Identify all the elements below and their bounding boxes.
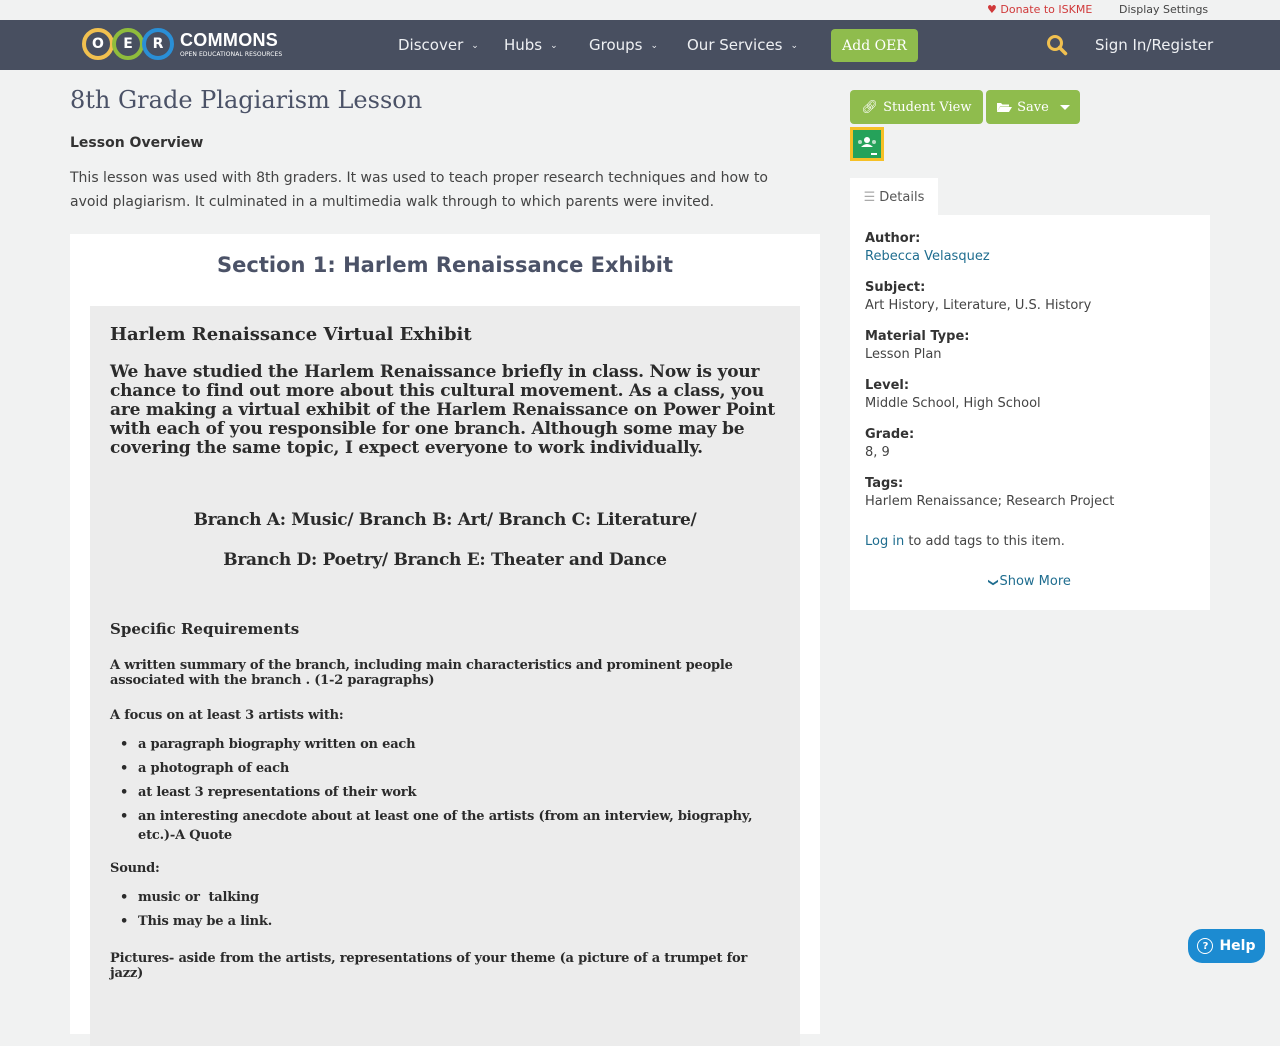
list-item: • at least 3 representations of their work	[138, 783, 780, 802]
question-icon: ?	[1197, 938, 1213, 954]
nav-discover[interactable]: Discover ⌄	[398, 36, 479, 54]
help-button[interactable]: ? Help	[1188, 929, 1265, 963]
material-type-label: Material Type:	[865, 329, 970, 344]
logo-e-icon: E	[112, 28, 144, 60]
pictures-text: Pictures- aside from the artists, representations of your theme (a picture of a trumpet for jazz)	[110, 951, 748, 981]
heart-icon: ♥	[987, 3, 997, 16]
subject-label: Subject:	[865, 280, 926, 295]
login-to-tag: Log in to add tags to this item.	[865, 534, 1065, 549]
site-header	[0, 20, 1280, 70]
sign-in-register-link[interactable]: Sign In/Register	[1095, 36, 1214, 54]
google-classroom-share-button[interactable]	[850, 127, 884, 161]
utility-bar	[0, 0, 1280, 20]
list-item: • music or talking	[138, 888, 780, 907]
content-intro: We have studied the Harlem Renaissance briefly in class. Now is your chance to find out more about this cultural movement. As a class, you are making a virtual exhibit of the Harlem Renaissance on Power Point with each of you responsible for one branch. Although some may be covering the same topic, I expect everyone to work individually.	[110, 362, 776, 458]
tab-details[interactable]: ☰ Details	[850, 178, 938, 216]
chevron-down-icon: ❯	[987, 578, 999, 587]
branches-line-2: Branch D: Poetry/ Branch E: Theater and Dance	[223, 550, 667, 570]
logo-o-icon: O	[82, 28, 114, 60]
student-view-button[interactable]: 🔗︎ Student View	[850, 90, 983, 124]
search-icon[interactable]	[1046, 34, 1068, 56]
page-title: 8th Grade Plagiarism Lesson	[70, 86, 423, 114]
log-in-link[interactable]: Log in	[865, 534, 905, 549]
nav-groups[interactable]: Groups ⌄	[589, 36, 659, 54]
tags-label: Tags:	[865, 476, 904, 491]
logo-wordmark: COMMONS OPEN EDUCATIONAL RESOURCES	[180, 29, 283, 58]
lesson-overview-label: Lesson Overview	[70, 135, 204, 151]
nav-our-services[interactable]: Our Services ⌄	[687, 36, 799, 54]
add-oer-button[interactable]: Add OER	[831, 29, 918, 62]
chevron-down-icon: ⌄	[550, 41, 558, 51]
subject-value: Art History, Literature, U.S. History	[865, 298, 1092, 313]
author-link[interactable]: Rebecca Velasquez	[865, 249, 990, 264]
save-button[interactable]: Save	[986, 90, 1080, 124]
list-item: • This may be a link.	[138, 912, 780, 931]
link-icon: 🔗︎	[861, 99, 879, 115]
folder-open-icon	[996, 101, 1012, 113]
list-item: • a photograph of each	[138, 759, 780, 778]
branches	[110, 510, 780, 570]
tags-value: Harlem Renaissance; Research Project	[865, 494, 1115, 509]
list-icon: ☰	[863, 189, 876, 205]
list-item: • a paragraph biography written on each	[138, 735, 780, 754]
grade-value: 8, 9	[865, 445, 890, 460]
oer-commons-logo[interactable]	[82, 25, 282, 63]
level-label: Level:	[865, 378, 910, 393]
show-more-button[interactable]: ❯Show More	[987, 574, 1071, 589]
details-panel	[850, 215, 1210, 610]
author-label: Author:	[865, 231, 921, 246]
sound-label: Sound:	[110, 861, 160, 876]
caret-down-icon	[1060, 105, 1070, 110]
requirements-heading: Specific Requirements	[110, 620, 300, 638]
section-panel	[70, 234, 820, 1034]
content-heading: Harlem Renaissance Virtual Exhibit	[110, 324, 472, 345]
nav-hubs[interactable]: Hubs ⌄	[504, 36, 558, 54]
artists-intro: A focus on at least 3 artists with:	[110, 708, 344, 723]
section-content	[90, 306, 800, 1046]
donate-link[interactable]: ♥ Donate to ISKME	[987, 3, 1093, 16]
google-classroom-icon	[853, 130, 881, 158]
chevron-down-icon: ⌄	[650, 41, 659, 51]
list-item: • an interesting anecdote about at least one of the artists (from an interview, biography, etc.)-A Quote	[138, 807, 780, 845]
display-settings-link[interactable]: Display Settings	[1119, 3, 1209, 16]
grade-label: Grade:	[865, 427, 915, 442]
logo-r-icon: R	[142, 28, 174, 60]
branches-line-1: Branch A: Music/ Branch B: Art/ Branch C: Literature/	[193, 510, 697, 530]
artists-list	[110, 735, 780, 845]
chevron-down-icon: ⌄	[790, 41, 799, 51]
summary-text: A written summary of the branch, including main characteristics and prominent people associated with the branch . (1-2 paragraphs)	[110, 658, 742, 688]
sound-list	[110, 888, 780, 931]
level-value: Middle School, High School	[865, 396, 1041, 411]
material-type-value: Lesson Plan	[865, 347, 942, 362]
section-title: Section 1: Harlem Renaissance Exhibit	[217, 253, 673, 277]
lesson-overview-text: This lesson was used with 8th graders. It was used to teach proper research techniques and how to avoid plagiarism. It culminated in a multimedia walk through to which parents were invited.	[70, 170, 768, 210]
chevron-down-icon: ⌄	[471, 41, 479, 51]
